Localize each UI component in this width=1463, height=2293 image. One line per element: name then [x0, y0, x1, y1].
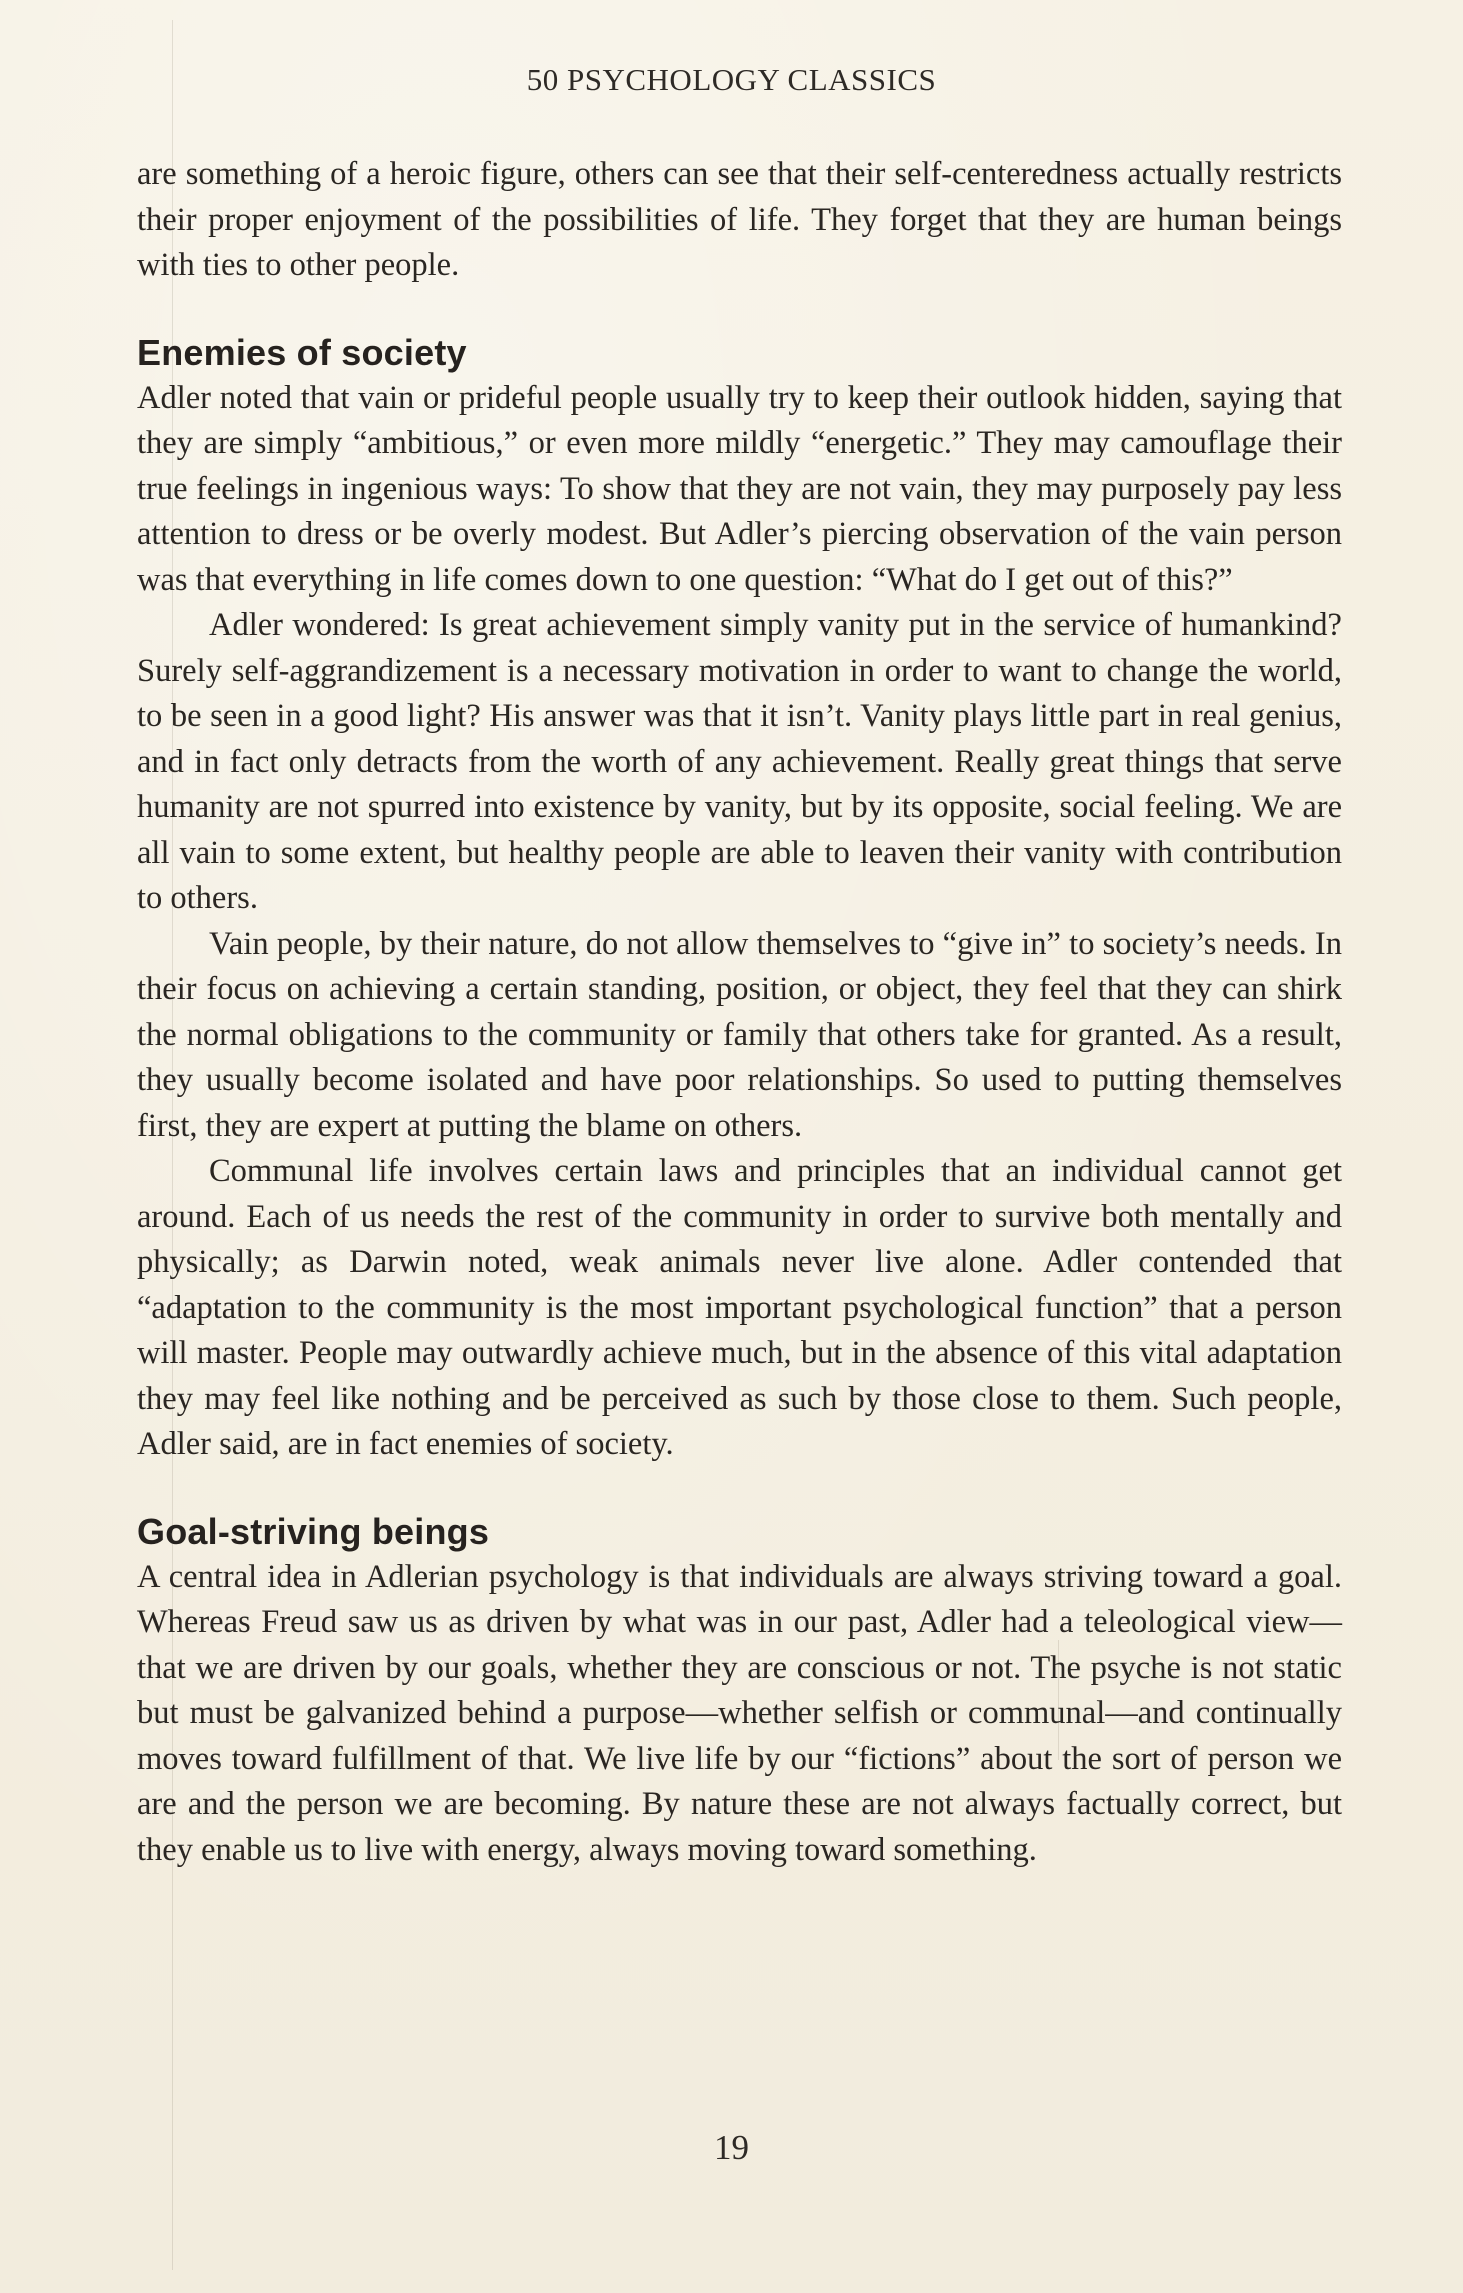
section-heading-goal-striving-beings: Goal-striving beings — [137, 1510, 490, 1552]
section-heading-enemies-of-society: Enemies of society — [137, 331, 467, 373]
paragraph: Vain people, by their nature, do not allow themselves to “give in” to society’s needs. In their focus on achieving a certain standing, position, or object, they feel that they can shirk the normal obligations to the community or family that others take for granted. As a result, they usually become isolated and have poor relationships. So used to putting themselves first, they are expert at putting the blame on others. — [137, 925, 1342, 1144]
opening-paragraph: are something of a heroic figure, others can see that their self-centeredness actually restricts their proper enjoyment of the possibilities of life. They forget that they are human beings with ties to other people. — [137, 156, 1342, 283]
paragraph: Adler wondered: Is great achievement simply vanity put in the service of humankind? Surely self-aggrandizement is a necessary motivation in order to want to change the world, to be seen in a good light? His answer was that it isn’t. Vanity plays little part in real genius, and in fact only detracts from the worth of any achievement. Really great things that serve humanity are not spurred into existence by vanity, but by its opposite, social feeling. We are all vain to some extent, but healthy people are able to leaven their vanity with contribution to others. — [137, 607, 1342, 916]
paragraph: Adler noted that vain or prideful people usually try to keep their outlook hidden, saying that they are simply “ambitious,” or even more mildly “energetic.” They may camouflage their true feelings in ingenious ways: To show that they are not vain, they may purposely pay less attention to dress or be overly modest. But Adler’s piercing observation of the vain person was that everything in life comes down to one question: “What do I get out of this?” — [137, 379, 1342, 598]
page-body — [137, 152, 1342, 1873]
paragraph: A central idea in Adlerian psychology is that individuals are always striving toward a goal. Whereas Freud saw us as driven by what was in our past, Adler had a teleological view—that we are driven by our goals, whether they are conscious or not. The psyche is not static but must be galvanized behind a purpose—whether selfish or communal—and continually moves toward fulfillment of that. We live life by our “fictions” about the sort of person we are and the person we are becoming. By nature these are not always factually correct, but they enable us to live with energy, always moving toward something. — [137, 1558, 1342, 1868]
paragraph: Communal life involves certain laws and principles that an individual cannot get around. Each of us needs the rest of the community in order to survive both mentally and physically; as Darwin noted, weak animals never live alone. Adler contended that “adaptation to the community is the most important psychological function” that a person will master. People may outwardly achieve much, but in the absence of this vital adaptation they may feel like nothing and be perceived as such by those close to them. Such people, Adler said, are in fact enemies of society. — [137, 1153, 1342, 1462]
page-number: 19 — [714, 2128, 749, 2167]
running-head: 50 PSYCHOLOGY CLASSICS — [526, 62, 937, 97]
